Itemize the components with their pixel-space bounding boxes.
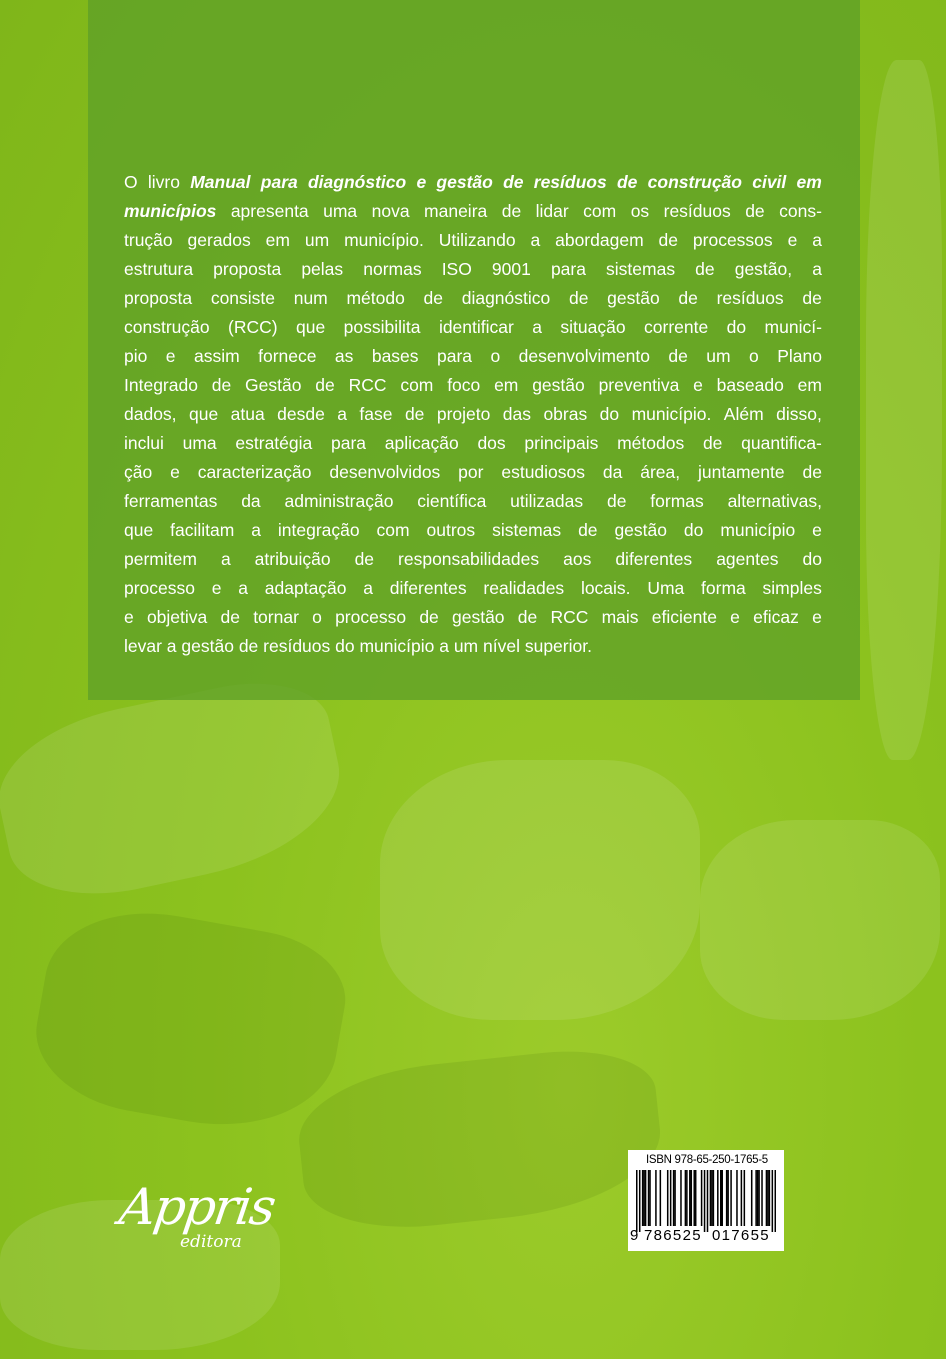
- description-word: eficiente: [651, 607, 717, 627]
- description-word: de: [423, 288, 444, 308]
- description-word: e: [165, 346, 176, 366]
- description-word: de: [695, 259, 715, 279]
- description-word: facilitam: [170, 520, 235, 540]
- description-word: para: [550, 259, 586, 279]
- description-word: nova: [371, 201, 410, 221]
- description-word: Gestão: [245, 375, 302, 395]
- barcode-bar: [741, 1170, 743, 1226]
- barcode-bar: [761, 1170, 763, 1226]
- barcode-bar: [645, 1170, 647, 1226]
- isbn-barcode: [628, 1150, 784, 1251]
- book-description: [124, 168, 822, 661]
- description-word: projeto: [436, 404, 491, 424]
- description-word: (RCC): [228, 317, 278, 337]
- background-rock: [700, 820, 940, 1020]
- barcode-bar: [642, 1170, 644, 1226]
- description-word: os: [630, 201, 650, 221]
- barcode-bar: [769, 1170, 771, 1226]
- description-word: que: [188, 404, 219, 424]
- description-line: [124, 429, 822, 458]
- description-word: atribuição: [254, 549, 331, 569]
- description-word: de: [211, 375, 232, 395]
- description-word: o: [490, 346, 501, 366]
- description-line: [124, 545, 822, 574]
- description-word: fornece: [258, 346, 317, 366]
- description-word: município.: [631, 404, 712, 424]
- description-word: a: [812, 230, 822, 250]
- description-word: dos: [477, 433, 506, 453]
- description-word: alternativas,: [727, 491, 822, 511]
- description-word: assim: [193, 346, 240, 366]
- description-word: diferentes: [389, 578, 467, 598]
- description-word: de: [501, 201, 522, 221]
- description-word: e: [693, 375, 703, 395]
- description-word: estratégia: [235, 433, 313, 453]
- description-word: de: [419, 607, 439, 627]
- description-word: métodos: [617, 433, 685, 453]
- description-line: [124, 516, 822, 545]
- description-word: apresenta: [230, 201, 309, 221]
- description-word: a: [812, 259, 822, 279]
- barcode-bar: [727, 1170, 729, 1226]
- description-word: e: [170, 462, 180, 482]
- barcode-bar: [772, 1170, 774, 1232]
- description-word: utilizadas: [510, 491, 584, 511]
- description-word: locais.: [580, 578, 631, 598]
- book-title-word: civil: [752, 172, 787, 192]
- description-word: permitem: [124, 549, 197, 569]
- description-word: principais: [524, 433, 599, 453]
- publisher-name: Appris: [115, 1178, 278, 1236]
- description-word: de: [702, 433, 723, 453]
- description-line: [124, 458, 822, 487]
- description-word: do: [335, 636, 360, 656]
- barcode-bar: [689, 1170, 691, 1226]
- description-word: a: [251, 520, 261, 540]
- description-word: foco: [447, 375, 481, 395]
- description-word: sistemas: [492, 520, 562, 540]
- barcode-bar: [704, 1170, 706, 1232]
- barcode-bar: [660, 1170, 662, 1226]
- description-word: gerados: [187, 230, 251, 250]
- barcode-digit-group: 9: [630, 1227, 640, 1244]
- description-word: município.: [344, 230, 424, 250]
- description-line: [124, 226, 822, 255]
- description-word: objetiva: [146, 607, 208, 627]
- description-word: com: [376, 520, 410, 540]
- description-word: diagnóstico: [461, 288, 551, 308]
- book-title-word: para: [260, 172, 298, 192]
- description-word: de: [238, 636, 264, 656]
- description-word: que: [296, 317, 326, 337]
- description-word: Utilizando: [438, 230, 516, 250]
- description-word: Além: [723, 404, 764, 424]
- description-word: estrutura: [124, 259, 194, 279]
- description-word: mais: [601, 607, 639, 627]
- description-word: e: [812, 520, 822, 540]
- description-word: de: [606, 491, 627, 511]
- description-word: administração: [284, 491, 394, 511]
- description-word: tornar: [253, 607, 299, 627]
- description-word: pelas: [301, 259, 344, 279]
- description-word: do: [599, 404, 620, 424]
- description-word: sistemas: [606, 259, 676, 279]
- description-word: do: [683, 520, 704, 540]
- barcode-bar: [730, 1170, 732, 1226]
- description-word: o: [312, 607, 322, 627]
- description-word: de: [315, 375, 335, 395]
- barcode-bar: [758, 1170, 760, 1226]
- description-word: ISO: [441, 259, 472, 279]
- barcode-bar: [695, 1170, 697, 1226]
- description-word: de: [658, 230, 679, 250]
- barcode-bar: [711, 1170, 713, 1226]
- description-word: baseado: [716, 375, 784, 395]
- description-word: em: [494, 375, 519, 395]
- description-word: abordagem: [555, 230, 644, 250]
- barcode-bar: [686, 1170, 688, 1226]
- description-word: forma: [701, 578, 746, 598]
- description-word: um: [706, 346, 731, 366]
- description-word: a: [530, 230, 541, 250]
- description-word: gestão: [181, 636, 239, 656]
- description-word: gestão: [452, 607, 505, 627]
- description-word: em: [797, 375, 822, 395]
- barcode-bar: [757, 1170, 759, 1226]
- book-title-word: gestão: [436, 172, 493, 192]
- publisher-logo: [115, 1178, 300, 1258]
- barcode-bar: [744, 1170, 746, 1226]
- barcode-bar: [726, 1170, 728, 1226]
- description-word: de: [802, 462, 822, 482]
- description-word: aplicação: [384, 433, 459, 453]
- barcode-digits: [628, 1227, 784, 1247]
- barcode-bar: [670, 1170, 672, 1226]
- description-word: de: [745, 201, 765, 221]
- description-line: [124, 255, 822, 284]
- description-line: [124, 371, 822, 400]
- description-word: adaptação: [264, 578, 347, 598]
- description-word: formas: [650, 491, 704, 511]
- description-word: corrente: [644, 317, 709, 337]
- description-word: realidades: [483, 578, 565, 598]
- barcode-bar: [643, 1170, 645, 1226]
- barcode-digit-group: 786525: [644, 1227, 702, 1244]
- description-word: gestão,: [734, 259, 793, 279]
- description-word: simples: [762, 578, 822, 598]
- barcode-bar: [775, 1170, 776, 1232]
- description-word: situação: [560, 317, 626, 337]
- barcode-digit-group: 017655: [712, 1227, 770, 1244]
- description-word: municí-: [764, 317, 822, 337]
- description-word: agentes: [716, 549, 779, 569]
- barcode-bar: [701, 1170, 703, 1226]
- description-word: e: [211, 578, 222, 598]
- description-word: Uma: [647, 578, 685, 598]
- description-word: município: [720, 520, 796, 540]
- book-title-word: municípios: [124, 201, 217, 221]
- description-word: a: [532, 317, 542, 337]
- description-word: lidar: [535, 201, 569, 221]
- barcode-bar: [667, 1170, 669, 1226]
- description-word: Integrado: [124, 375, 198, 395]
- description-word: atua: [230, 404, 265, 424]
- description-word: uma: [323, 201, 358, 221]
- description-word: identificar: [438, 317, 514, 337]
- description-word: de: [220, 607, 240, 627]
- description-word: responsabilidades: [398, 549, 540, 569]
- description-word: nível: [483, 636, 525, 656]
- barcode-bar: [767, 1170, 769, 1226]
- description-word: uma: [182, 433, 217, 453]
- description-word: integração: [277, 520, 360, 540]
- description-word: disso,: [776, 404, 822, 424]
- description-word: e: [730, 607, 740, 627]
- description-word: o: [749, 346, 759, 366]
- description-word: estudiosos: [501, 462, 586, 482]
- description-word: diferentes: [615, 549, 693, 569]
- description-word: de: [517, 607, 538, 627]
- description-word: resíduos: [263, 636, 336, 656]
- barcode-bar: [713, 1170, 715, 1226]
- description-line: [124, 574, 822, 603]
- barcode-bar: [685, 1170, 687, 1226]
- description-word: de: [802, 288, 822, 308]
- description-word: dados,: [124, 404, 177, 424]
- description-word: processo: [335, 607, 407, 627]
- description-word: superior.: [524, 636, 592, 656]
- description-word: as: [334, 346, 354, 366]
- description-word: outros: [426, 520, 476, 540]
- description-word: RCC: [348, 375, 387, 395]
- description-word: gestão: [532, 375, 585, 395]
- description-word: de: [404, 404, 425, 424]
- description-word: aos: [563, 549, 592, 569]
- description-word: científica: [417, 491, 487, 511]
- barcode-bar: [674, 1170, 676, 1226]
- book-title-word: de: [616, 172, 638, 192]
- barcode-bar: [649, 1170, 651, 1226]
- barcode-bar: [755, 1170, 757, 1226]
- book-title-word: diagnóstico: [307, 172, 407, 192]
- book-title-word: Manual: [190, 172, 251, 192]
- barcode-bar: [721, 1170, 723, 1226]
- description-word: ção: [124, 462, 153, 482]
- book-title-word: construção: [647, 172, 742, 192]
- background-rock: [866, 60, 942, 760]
- description-word: gestão: [614, 520, 667, 540]
- background-rock: [293, 1042, 668, 1239]
- description-word: a: [238, 578, 249, 598]
- description-line: [124, 342, 822, 371]
- description-word: construção: [124, 317, 210, 337]
- description-word: normas: [363, 259, 422, 279]
- barcode-bar: [710, 1170, 712, 1226]
- description-line: [124, 632, 822, 661]
- description-word: eficaz: [753, 607, 799, 627]
- description-word: em: [265, 230, 290, 250]
- barcode-bar: [693, 1170, 695, 1226]
- description-word: com: [583, 201, 617, 221]
- book-title-word: de: [503, 172, 524, 192]
- description-word: a: [439, 636, 454, 656]
- description-word: a: [220, 549, 231, 569]
- description-word: livro: [147, 172, 180, 192]
- barcode-bar: [707, 1170, 709, 1232]
- description-word: que: [124, 520, 154, 540]
- description-word: área,: [640, 462, 681, 482]
- description-word: a: [363, 578, 374, 598]
- description-word: pio: [124, 346, 148, 366]
- publisher-subtitle: editora: [180, 1232, 242, 1252]
- isbn-label: ISBN 978-65-250-1765-5: [646, 1154, 768, 1166]
- description-word: fase: [359, 404, 393, 424]
- barcode-bar: [766, 1170, 768, 1226]
- description-word: preventiva: [598, 375, 680, 395]
- description-word: processo: [124, 578, 196, 598]
- description-word: 9001: [491, 259, 531, 279]
- description-line: [124, 284, 822, 313]
- description-word: desenvolvidos: [329, 462, 441, 482]
- barcode-bars: [636, 1170, 776, 1232]
- description-word: para: [436, 346, 473, 366]
- description-word: por: [458, 462, 484, 482]
- description-word: e: [787, 230, 798, 250]
- description-word: Plano: [777, 346, 822, 366]
- description-word: bases: [371, 346, 419, 366]
- book-title-word: resíduos: [533, 172, 607, 192]
- book-title-word: e: [416, 172, 427, 192]
- description-word: processos: [692, 230, 773, 250]
- description-word: para: [331, 433, 367, 453]
- description-word: de: [568, 288, 589, 308]
- description-word: possibilita: [343, 317, 421, 337]
- barcode-bar: [717, 1170, 719, 1226]
- barcode-bar: [691, 1170, 693, 1226]
- barcode-bar: [736, 1170, 738, 1226]
- barcode-bar: [636, 1170, 638, 1232]
- barcode-bar: [720, 1170, 722, 1226]
- book-title-word: em: [796, 172, 822, 192]
- description-word: método: [346, 288, 405, 308]
- description-word: O: [124, 172, 138, 192]
- barcode-bar: [680, 1170, 682, 1226]
- description-word: de: [678, 288, 698, 308]
- description-word: desde: [277, 404, 325, 424]
- description-word: resíduos: [716, 288, 784, 308]
- description-word: gestão: [607, 288, 660, 308]
- description-word: de: [668, 346, 688, 366]
- description-word: trução: [124, 230, 173, 250]
- description-word: proposta: [124, 288, 193, 308]
- description-word: obras: [543, 404, 588, 424]
- description-word: da: [241, 491, 261, 511]
- description-word: RCC: [550, 607, 589, 627]
- description-word: maneira: [424, 201, 488, 221]
- description-word: desenvolvimento: [518, 346, 650, 366]
- description-word: inclui: [124, 433, 164, 453]
- description-line: [124, 487, 822, 516]
- background-rock: [380, 760, 700, 1020]
- description-word: de: [578, 520, 598, 540]
- description-line: [124, 603, 822, 632]
- description-line: [124, 168, 822, 197]
- description-word: do: [802, 549, 822, 569]
- description-word: das: [502, 404, 532, 424]
- description-word: da: [602, 462, 623, 482]
- description-word: a: [337, 404, 347, 424]
- description-word: a: [166, 636, 182, 656]
- description-word: e: [812, 607, 822, 627]
- barcode-bar: [639, 1170, 641, 1232]
- description-word: resíduos: [663, 201, 731, 221]
- description-word: consiste: [210, 288, 276, 308]
- background-rock: [0, 667, 355, 914]
- description-word: juntamente: [698, 462, 785, 482]
- barcode-bar: [673, 1170, 675, 1226]
- description-word: cons-: [779, 201, 822, 221]
- description-word: ferramentas: [124, 491, 218, 511]
- description-word: quantifica-: [741, 433, 822, 453]
- background-rock: [25, 895, 355, 1144]
- description-line: [124, 197, 822, 226]
- description-word: levar: [124, 636, 167, 656]
- description-word: num: [293, 288, 328, 308]
- barcode-bar: [655, 1170, 657, 1226]
- barcode-bar: [751, 1170, 753, 1226]
- description-word: um: [304, 230, 330, 250]
- description-word: município: [359, 636, 440, 656]
- description-line: [124, 313, 822, 342]
- barcode-bar: [648, 1170, 650, 1226]
- description-word: com: [400, 375, 434, 395]
- description-word: de: [354, 549, 375, 569]
- description-word: e: [124, 607, 134, 627]
- description-word: proposta: [213, 259, 282, 279]
- description-word: do: [726, 317, 747, 337]
- description-word: caracterização: [197, 462, 312, 482]
- description-word: um: [453, 636, 484, 656]
- description-line: [124, 400, 822, 429]
